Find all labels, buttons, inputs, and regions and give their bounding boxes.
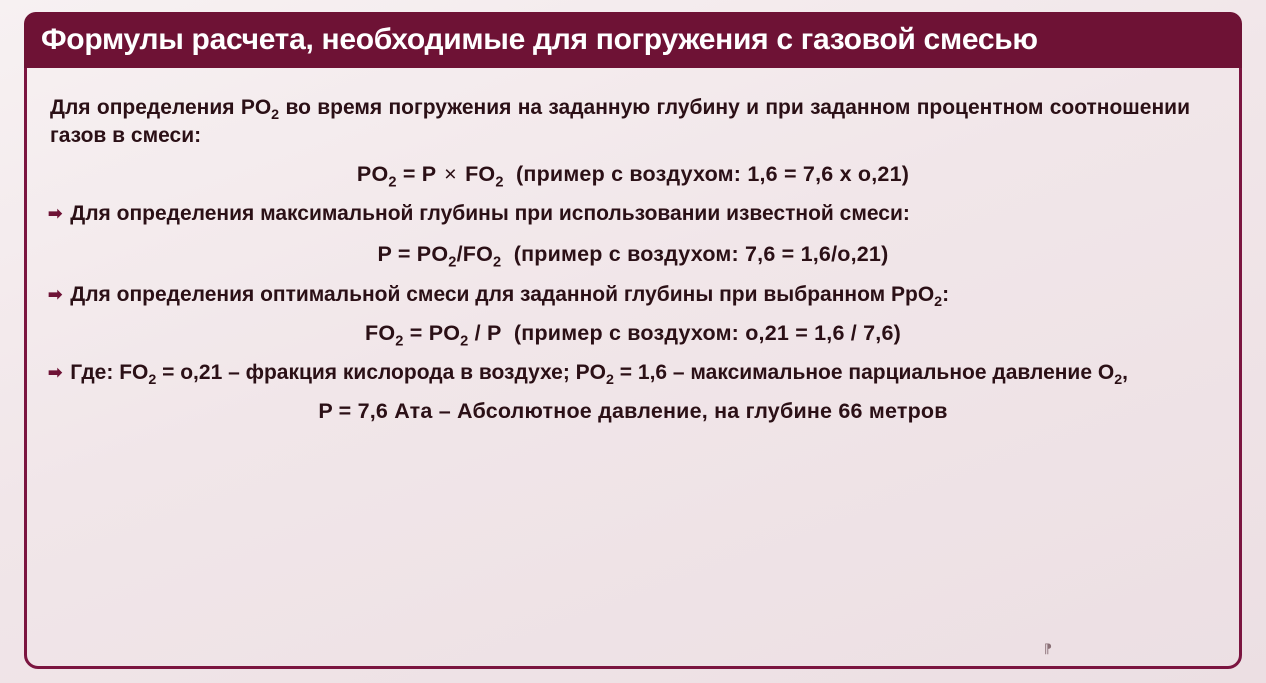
arrow-bullet-icon: ➡	[48, 204, 63, 224]
subscript-2: 2	[606, 372, 614, 389]
bullet-item-label: Для определения максимальной глубины при использовании известной смеси:	[70, 202, 910, 226]
formula-fo2: $FO_2 = PO_2 / P$ (пример с воздухом: о,21 = 1,6 / 7,6)	[365, 320, 901, 350]
bullet-item-optimal-mix	[48, 281, 1218, 309]
bullet-item-max-depth	[48, 200, 1218, 228]
subscript-2: 2	[271, 107, 280, 124]
subscript-2: 2	[448, 254, 457, 271]
footer-mark: ⁋	[1043, 641, 1052, 656]
subscript-2: 2	[395, 333, 404, 350]
subscript-2: 2	[460, 333, 469, 350]
arrow-bullet-icon: ➡	[48, 284, 63, 304]
bullet-item-label: Для определения оптимальной смеси для заданной глубины при выбранном PpO$_2$:	[70, 282, 950, 311]
subscript-2: 2	[495, 174, 504, 191]
subscript-2: 2	[148, 372, 157, 389]
slide-content	[30, 76, 1236, 663]
multiply-symbol: ×	[444, 161, 457, 186]
arrow-bullet-icon: ➡	[48, 363, 63, 383]
page-title: Формулы расчета, необходимые для погружения с газовой смесью	[41, 23, 1038, 56]
subscript-2: 2	[934, 294, 943, 311]
formula-absolute-pressure: P = 7,6 Ата – Абсолютное давление, на глубине 66 метров	[318, 399, 948, 424]
slide-title-bar	[24, 12, 1242, 68]
bullet-item-definitions	[48, 359, 1218, 387]
bullet-item-label: Где: $FO_2 = о,21$ – фракция кислорода в воздухе; $PO_2 = 1,6$ – максимальное парциальное давление $O_2$,	[70, 361, 1128, 389]
subscript-2: 2	[388, 174, 397, 191]
intro-paragraph: Для определения $PO_2$ во время погружения на заданную глубину и при заданном процентном соотношении газов в смеси:	[50, 96, 1190, 147]
subscript-2: 2	[493, 254, 502, 271]
subscript-2: 2	[1114, 372, 1123, 389]
formula-p: $P = PO_2/FO_2$ (пример с воздухом: 7,6 = 1,6/о,21)	[377, 242, 889, 271]
formula-po2: $PO_2 = P \times FO_2$ (пример с воздухом: 1,6 = 7,6 х о,21)	[356, 161, 910, 191]
